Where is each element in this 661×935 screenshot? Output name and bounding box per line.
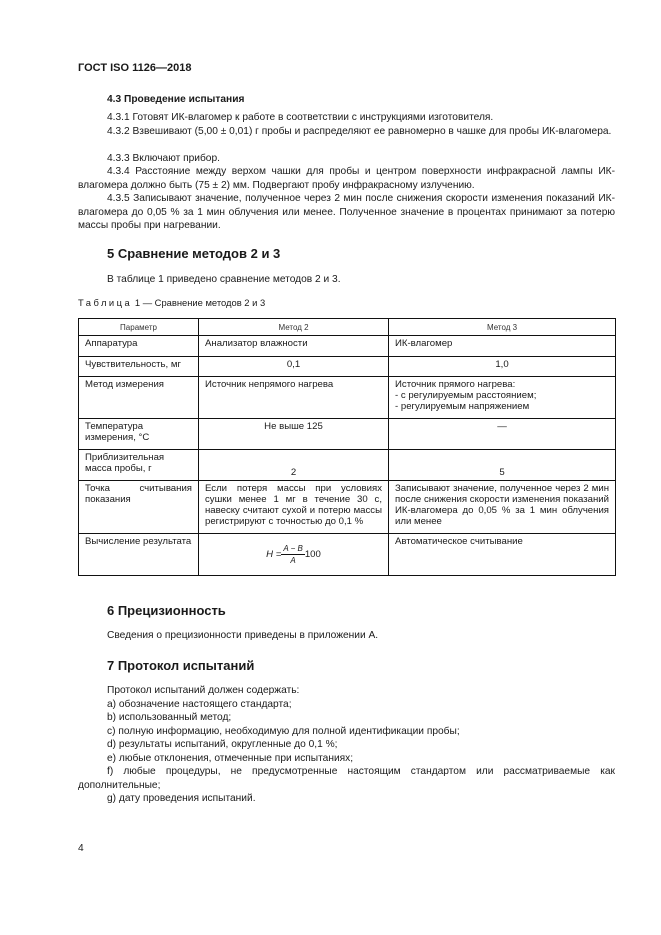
- formula-lhs: H =: [266, 549, 282, 561]
- cell: —: [389, 419, 616, 450]
- table-row: [79, 377, 616, 419]
- table-header-row: [79, 319, 616, 336]
- cell: Температура измерения, °С: [79, 419, 199, 450]
- list-item: f) любые процедуры, не предусмотренные настоящим стандартом или рассматриваемые как дополнительные;: [78, 766, 615, 791]
- paragraph: 4.3.3 Включают прибор.: [107, 152, 220, 164]
- page-number: 4: [78, 843, 84, 854]
- section-6-title: 6 Прецизионность: [107, 603, 226, 618]
- list-item: g) дату проведения испытаний.: [107, 793, 256, 804]
- list-item: d) результаты испытаний, округленные до 0,1 %;: [107, 739, 338, 750]
- cell: ИК-влагомер: [389, 336, 616, 357]
- formula-cell: [199, 534, 389, 576]
- cell-line: - регулируемым напряжением: [395, 401, 530, 412]
- cell: Анализатор влажности: [199, 336, 389, 357]
- caption-text: 1 — Сравнение методов 2 и 3: [134, 297, 266, 308]
- cell: Записывают значение, полученное через 2 мин после снижения скорости изменения показаний ИК-влагомера до 0,05 % за 1 мин облучения или менее: [389, 481, 616, 534]
- formula-factor: 100: [304, 549, 321, 561]
- paragraph: Сведения о прецизионности приведены в приложении А.: [107, 630, 379, 641]
- cell: Метод измерения: [79, 377, 199, 419]
- table-row: [79, 450, 616, 481]
- cell: Вычисление результата: [79, 534, 199, 576]
- table-caption: [78, 297, 265, 308]
- cell: Не выше 125: [199, 419, 389, 450]
- list-item: a) обозначение настоящего стандарта;: [107, 698, 292, 710]
- caption-label: Таблица: [78, 297, 133, 308]
- section-5-title: 5 Сравнение методов 2 и 3: [107, 246, 281, 261]
- section-7-title: 7 Протокол испытаний: [107, 658, 255, 673]
- comparison-table: [78, 318, 616, 576]
- header-cell: Метод 3: [389, 319, 616, 336]
- list-item: b) использованный метод;: [107, 712, 232, 723]
- header-cell: Параметр: [79, 319, 199, 336]
- cell: Чувствительность, мг: [79, 357, 199, 377]
- list-item: e) любые отклонения, отмеченные при испытаниях;: [107, 752, 354, 764]
- cell-line: - с регулируемым расстоянием;: [395, 390, 537, 401]
- cell-line: Источник прямого нагрева:: [395, 379, 516, 390]
- header-cell: Метод 2: [199, 319, 389, 336]
- document-header: ГОСТ ISO 1126—2018: [78, 62, 192, 74]
- table-row: [79, 534, 616, 576]
- paragraph: 4.3.4 Расстояние между верхом чашки для пробы и центром поверхности инфракрасной лампы ИК-влагомера должно быть (75 ± 2) мм. Подвергают пробу инфракрасному излучению.: [78, 166, 615, 191]
- numerator: A − B: [283, 544, 303, 553]
- cell: 1,0: [389, 357, 616, 377]
- paragraph: 4.3.1 Готовят ИК-влагомер к работе в соответствии с инструкциями изготовителя.: [107, 112, 494, 123]
- formula-fraction: [281, 543, 305, 566]
- cell: Точка считывания показания: [79, 481, 199, 534]
- table-row: [79, 336, 616, 357]
- table-row: [79, 481, 616, 534]
- table-row: [79, 357, 616, 377]
- paragraph: 4.3.2 Взвешивают (5,00 ± 0,01) г пробы и распределяют ее равномерно в чашке для пробы ИК-влагомера.: [107, 125, 612, 137]
- cell: Аппаратура: [79, 336, 199, 357]
- cell: 5: [389, 450, 616, 481]
- list-intro: Протокол испытаний должен содержать:: [107, 685, 300, 696]
- table-row: [79, 419, 616, 450]
- cell: Источник непрямого нагрева: [199, 377, 389, 419]
- cell: 0,1: [199, 357, 389, 377]
- paragraph: 4.3.5 Записывают значение, полученное через 2 мин после снижения скорости изменения показаний ИК-влагомера до 0,05 % за 1 мин облучения или менее. Полученное значение в процентах принимают за потерю массы пробы при нагревании.: [78, 193, 615, 231]
- list-item: c) полную информацию, необходимую для полной идентификации пробы;: [107, 725, 460, 737]
- cell: Автоматическое считывание: [389, 534, 616, 576]
- section-4-3-title: 4.3 Проведение испытания: [107, 94, 245, 105]
- cell: [389, 377, 616, 419]
- paragraph: В таблице 1 приведено сравнение методов 2 и 3.: [107, 274, 341, 285]
- cell: 2: [199, 450, 389, 481]
- cell: Приблизительная масса пробы, г: [79, 450, 199, 481]
- denominator: A: [290, 556, 296, 565]
- cell: Если потеря массы при условиях сушки менее 1 мг в течение 30 с, навеску считают сухой и потерю массы регистрируют с точностью до 0,1 %: [199, 481, 389, 534]
